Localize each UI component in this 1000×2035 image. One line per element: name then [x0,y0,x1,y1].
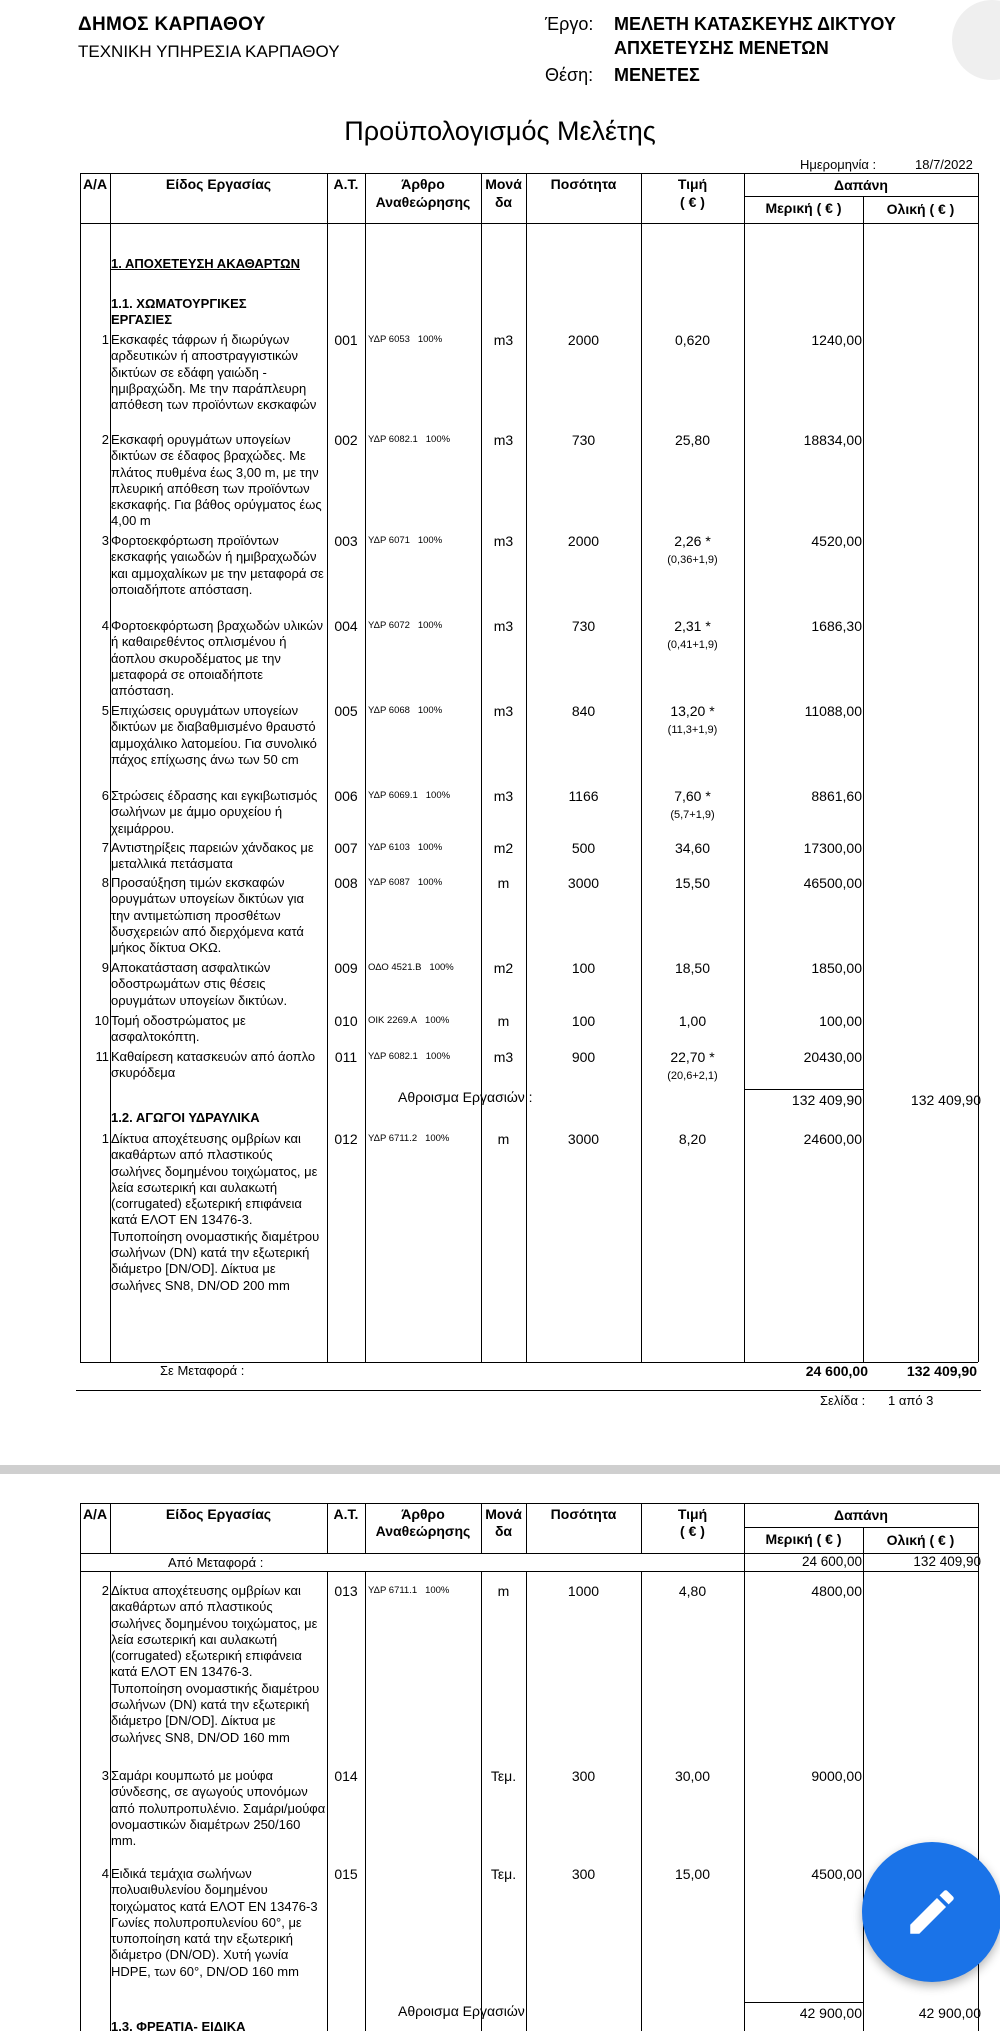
row-description: Προσαύξηση τιμών εκσκαφών ορυγμάτων υπογείων δικτύων για την αντιμετώπιση προσθέτων δυσχερειών από διερχόμενα κατά μήκος δίκτυα ΟΚΩ. [111,875,305,956]
row-partial: 4800,00 [811,1583,862,1599]
row-at: 005 [334,703,358,719]
sum-label-page1: Αθροισμα Εργασιών : [398,1089,533,1105]
row-number: 6 [101,788,109,803]
row-price-breakdown: (0,36+1,9) [667,554,718,566]
row-partial: 100,00 [819,1013,862,1029]
row-qty: 100 [571,960,596,976]
project-label: Έργο: [545,14,594,34]
row-unit: m [497,875,510,891]
row-number: 8 [101,875,109,890]
row-description: Φορτοεκφόρτωση βραχωδών υλικών ή καθαιρεθέντος οπλισμένου ή άοπλου σκυροδέματος με την μεταφορά σε οποιαδήποτε απόσταση. [111,618,323,699]
row-number: 2 [101,432,109,447]
row-partial: 4500,00 [811,1866,862,1882]
col-price-1: Τιμή [677,176,708,192]
sum-partial-page2: 42 900,00 [799,2005,862,2021]
row-number: 3 [101,1768,109,1783]
page-label: Σελίδα : [820,1393,866,1408]
col-partial: Μερική ( € ) [765,1531,842,1547]
row-partial: 18834,00 [803,432,862,448]
row-unit: m3 [493,332,514,348]
row-partial: 46500,00 [803,875,862,891]
page-number: 1 από 3 [888,1393,934,1408]
row-qty: 500 [571,840,596,856]
row-article: ΥΔΡ 6087 100% [368,877,443,888]
row-unit: m3 [493,1049,514,1065]
row-at: 007 [334,840,358,856]
col-total: Ολική ( € ) [886,201,955,217]
col-unit-1: Μονά [485,1506,522,1522]
row-price: 8,20 [678,1131,707,1147]
menu-button[interactable] [952,0,1000,80]
row-description: Καθαίρεση κατασκευών από άοπλο σκυρόδεμα [111,1049,316,1081]
row-description: Αποκατάσταση ασφαλτικών οδοστρωμάτων στις θέσεις ορυγμάτων υπογείων δικτύων. [111,960,288,1008]
row-partial: 9000,00 [811,1768,862,1784]
carry-forward-partial: 24 600,00 [805,1363,868,1379]
row-price-breakdown: (11,3+1,9) [667,724,718,736]
row-price: 30,00 [674,1768,711,1784]
row-at: 014 [334,1768,358,1784]
technical-service: ΤΕΧΝΙΚΗ ΥΠΗΡΕΣΙΑ ΚΑΡΠΑΘΟΥ [78,42,340,61]
row-partial: 20430,00 [803,1049,862,1065]
row-partial: 1240,00 [811,332,862,348]
section-1-3-title: 1.3. ΦΡΕΑΤΙΑ- ΕΙΔΙΚΑ [111,2019,246,2034]
row-qty: 300 [571,1768,596,1784]
carry-forward-label: Σε Μεταφορά : [160,1363,245,1378]
row-description: Αντιστηρίξεις παρειών χάνδακος με μεταλλικά πετάσματα [111,840,314,872]
row-description: Στρώσεις έδρασης και εγκιβωτισμός σωλήνων με άμμο ορυχείου ή χειμάρρου. [111,788,318,836]
col-article-1: Άρθρο [401,1506,445,1522]
row-article: ΥΔΡ 6082.1 100% [368,1051,451,1062]
col-article-2: Αναθεώρησης [375,1523,471,1539]
row-at: 001 [334,332,358,348]
row-at: 010 [334,1013,358,1029]
row-unit: m2 [493,960,514,976]
row-description: Επιχώσεις ορυγμάτων υπογείων δικτύων με διαβαθμισμένο θραυστό αμμοχάλικο λατομείου. Για συνολικό πάχος επίχωσης άνω των 50 cm [111,703,317,767]
row-unit: m [497,1131,510,1147]
pencil-icon [903,1883,961,1941]
row-partial: 11088,00 [804,703,862,719]
row-price: 25,80 [674,432,711,448]
row-qty: 3000 [567,1131,600,1147]
col-article-1: Άρθρο [401,176,445,192]
carry-forward-total: 132 409,90 [906,1363,977,1379]
row-number: 11 [95,1049,109,1064]
row-partial: 4520,00 [811,533,862,549]
section-1-title: 1. ΑΠΟΧΕΤΕΥΣΗ ΑΚΑΘΑΡΤΩΝ [111,256,300,271]
row-at: 012 [334,1131,358,1147]
row-article: ΥΔΡ 6071 100% [368,535,443,546]
row-price: 13,20 * [670,703,715,719]
row-qty: 2000 [567,533,600,549]
row-unit: m3 [493,788,514,804]
row-number: 2 [101,1583,109,1598]
row-article: ΥΔΡ 6082.1 100% [368,434,451,445]
row-at: 009 [334,960,358,976]
row-description: Εκσκαφές τάφρων ή διωρύγων αρδευτικών ή αποστραγγιστικών δικτύων σε εδάφη γαιώδη - ημιβραχώδη. Με την παράπλευρη απόθεση των προϊόντων εκσκαφών [111,332,317,413]
col-aa: Α/Α [82,1506,108,1522]
row-number: 5 [101,703,109,718]
col-price-2: ( € ) [680,194,705,210]
sum-label-page2: Αθροισμα Εργασιών [398,2003,525,2019]
row-article [368,1770,376,1781]
row-article: ΥΔΡ 6711.2 100% [368,1133,450,1144]
row-qty: 730 [571,432,596,448]
row-number: 10 [94,1013,109,1028]
row-at: 002 [334,432,358,448]
col-qty: Ποσότητα [550,176,617,192]
col-partial: Μερική ( € ) [765,200,842,216]
row-price: 2,26 * [674,533,711,549]
col-at: Α.Τ. [333,176,359,192]
row-unit: m2 [493,840,514,856]
col-unit-2: δα [494,194,513,210]
row-price: 18,50 [674,960,711,976]
date-value: 18/7/2022 [915,157,973,172]
col-work: Είδος Εργασίας [165,176,272,192]
row-description: Δίκτυα αποχέτευσης ομβρίων και ακαθάρτων από πλαστικούς σωλήνες δομημένου τοιχώματος, με λεία εσωτερική και αυλακωτή (corrugated) εξωτερική επιφάνεια κατά ΕΛΟΤ ΕΝ 13476-3. Τυποποίηση ονομαστικής διαμέτρου σωλήνων (DN) κατά την εξωτερική διάμετρο [DN/OD]. Δίκτυα με σωλήνες SN8, DN/OD 200 mm [111,1131,320,1293]
row-qty: 300 [571,1866,596,1882]
row-partial: 17300,00 [803,840,862,856]
row-description: Δίκτυα αποχέτευσης ομβρίων και ακαθάρτων από πλαστικούς σωλήνες δομημένου τοιχώματος, με λεία εσωτερική και αυλακωτή (corrugated) εξωτερική επιφάνεια κατά ΕΛΟΤ ΕΝ 13476-3. Τυποποίηση ονομαστικής διαμέτρου σωλήνων (DN) κατά την εξωτερική διάμετρο [DN/OD]. Δίκτυα με σωλήνες SN8, DN/OD 160 mm [111,1583,320,1745]
row-qty: 100 [571,1013,596,1029]
project-line1: ΜΕΛΕΤΗ ΚΑΤΑΣΚΕΥΗΣ ΔΙΚΤΥΟΥ [614,14,896,34]
row-price: 7,60 * [674,788,711,804]
row-number: 3 [101,533,109,548]
edit-fab-button[interactable] [862,1842,1000,1982]
row-at: 003 [334,533,358,549]
row-unit: m [497,1013,510,1029]
col-article-2: Αναθεώρησης [375,194,471,210]
row-number: 4 [101,618,109,633]
row-article: ΥΔΡ 6711.1 100% [368,1585,450,1596]
row-number: 9 [101,960,109,975]
row-unit: m3 [493,533,514,549]
row-unit: m [497,1583,510,1599]
section-1-1-title-a: 1.1. ΧΩΜΑΤΟΥΡΓΙΚΕΣ [111,296,247,311]
row-price: 2,31 * [674,618,711,634]
section-1-2-title: 1.2. ΑΓΩΓΟΙ ΥΔΡΑΥΛΙΚΑ [111,1110,260,1125]
row-at: 013 [334,1583,358,1599]
row-qty: 3000 [567,875,600,891]
row-description: Φορτοεκφόρτωση προϊόντων εκσκαφής γαιωδών ή ημιβραχωδών και αμμοχαλίκων με την μεταφορά σε οποιαδήποτε απόσταση. [111,533,324,597]
row-qty: 1000 [567,1583,600,1599]
municipality-name: ΔΗΜΟΣ ΚΑΡΠΑΘΟΥ [78,14,266,35]
row-qty: 840 [571,703,596,719]
row-price: 1,00 [678,1013,707,1029]
row-qty: 730 [571,618,596,634]
row-partial: 8861,60 [811,788,862,804]
row-partial: 1686,30 [811,618,862,634]
row-article: ΥΔΡ 6103 100% [368,842,443,853]
row-price: 4,80 [678,1583,707,1599]
row-price-breakdown: (5,7+1,9) [670,809,715,821]
row-price: 22,70 * [670,1049,715,1065]
row-at: 004 [334,618,358,634]
row-at: 008 [334,875,358,891]
from-carry-partial: 24 600,00 [801,1554,862,1569]
row-partial: 1850,00 [811,960,862,976]
row-price-breakdown: (0,41+1,9) [667,639,718,651]
row-price: 15,00 [674,1866,711,1882]
document-title: Προϋπολογισμός Μελέτης [344,116,656,146]
row-price: 15,50 [674,875,711,891]
row-qty: 1166 [568,788,599,804]
row-unit: m3 [493,703,514,719]
row-number: 4 [101,1866,109,1881]
section-1-1-title-b: ΕΡΓΑΣΙΕΣ [111,312,173,327]
row-article: ΥΔΡ 6069.1 100% [368,790,451,801]
row-at: 011 [334,1049,358,1065]
row-price: 0,620 [674,332,711,348]
col-price-1: Τιμή [677,1506,708,1522]
row-unit: Τεμ. [490,1768,517,1784]
row-number: 1 [101,332,109,347]
from-carry-total: 132 409,90 [913,1554,981,1569]
col-work: Είδος Εργασίας [165,1506,272,1522]
col-aa: Α/Α [82,176,108,192]
location-label: Θέση: [545,65,594,85]
from-carry-label: Από Μεταφορά : [168,1555,264,1570]
row-number: 1 [101,1131,109,1146]
row-description: Εκσκαφή ορυγμάτων υπογείων δικτύων σε έδαφος βραχώδες. Με πλάτος πυθμένα έως 3,00 m, με την πλευρική απόθεση των προϊόντων εκσκαφής. Για βάθος ορύγματος έως 4,00 m [111,432,322,529]
col-at: Α.Τ. [333,1506,359,1522]
row-price: 34,60 [674,840,711,856]
sum-total-page2: 42 900,00 [918,2005,981,2021]
row-qty: 2000 [567,332,600,348]
date-label: Ημερομηνία : [800,157,877,172]
row-at: 006 [334,788,358,804]
row-description: Ειδικά τεμάχια σωλήνων πολυαιθυλενίου δομημένου τοιχώματος κατά ΕΛΟΤ ΕΝ 13476-3 Γωνίες πολυπροπυλενίου 60°, με τυποποίηση κατά την εξωτερική διάμετρο (DN/OD). Χυτή γωνία HDPE, των 60°, DN/OD 160 mm [111,1866,318,1979]
col-unit-1: Μονά [485,176,522,192]
col-unit-2: δα [494,1523,513,1539]
row-qty: 900 [571,1049,596,1065]
page-divider [0,1465,1000,1474]
row-article: ΟΔΟ 4521.Β 100% [368,962,454,973]
row-unit: Τεμ. [490,1866,517,1882]
project-line2: ΑΠΧΕΤΕΥΣΗΣ ΜΕΝΕΤΩΝ [614,38,829,58]
row-price-breakdown: (20,6+2,1) [667,1070,718,1082]
row-unit: m3 [493,618,514,634]
sum-partial-page1: 132 409,90 [791,1092,862,1108]
col-cost: Δαπάνη [834,1507,888,1523]
row-article: ΟΙΚ 2269.Α 100% [368,1015,450,1026]
row-description: Τομή οδοστρώματος με ασφαλτοκόπτη. [111,1013,246,1045]
col-price-2: ( € ) [680,1523,705,1539]
col-cost: Δαπάνη [834,177,888,193]
row-description: Σαμάρι κουμπωτό με μούφα σύνδεσης, σε αγωγούς υπονόμων από πολυπροπυλένιο. Σαμάρι/μούφα ονομαστικών διαμέτρων 250/160 mm. [111,1768,326,1849]
row-number: 7 [101,840,109,855]
col-qty: Ποσότητα [550,1506,617,1522]
location-value: ΜΕΝΕΤΕΣ [614,65,700,85]
row-article: ΥΔΡ 6072 100% [368,620,443,631]
row-article: ΥΔΡ 6053 100% [368,334,443,345]
row-partial: 24600,00 [803,1131,862,1147]
row-unit: m3 [493,432,514,448]
row-at: 015 [334,1866,358,1882]
row-article: ΥΔΡ 6068 100% [368,705,443,716]
col-total: Ολική ( € ) [886,1532,955,1548]
sum-total-page1: 132 409,90 [910,1092,981,1108]
row-article [368,1868,376,1879]
